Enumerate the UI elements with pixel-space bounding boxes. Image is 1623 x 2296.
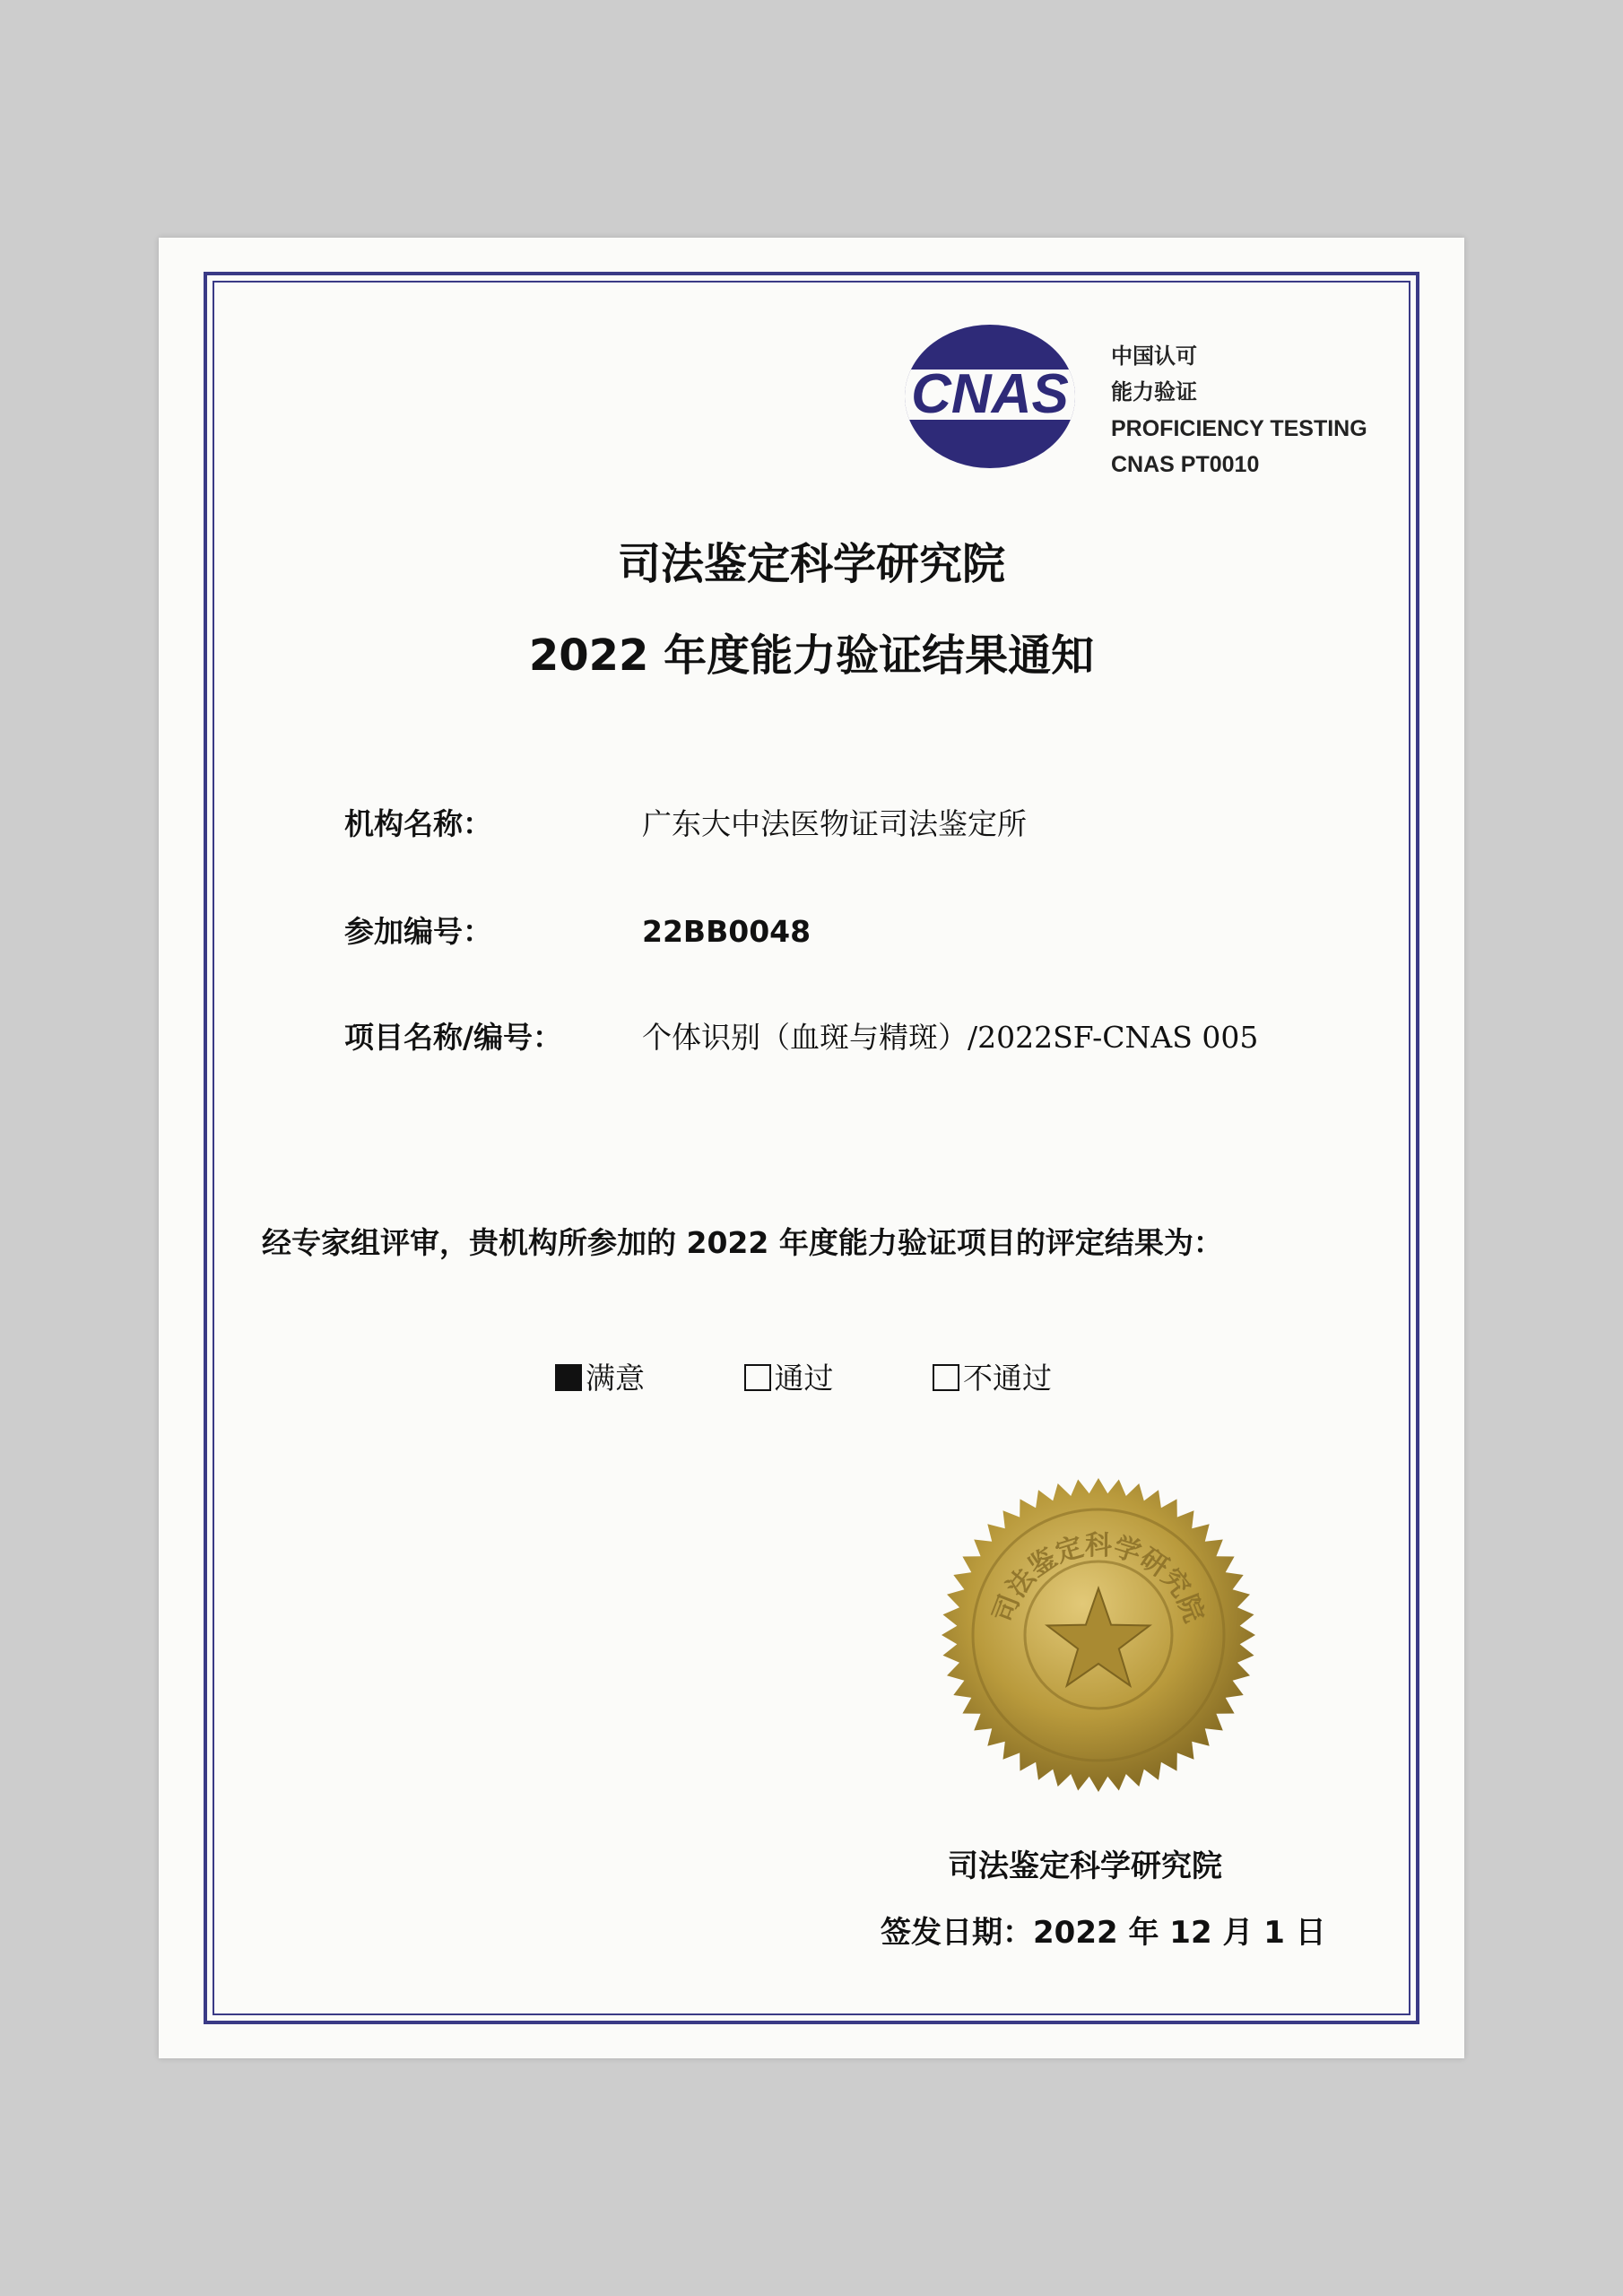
result-option-label: 通过	[774, 1361, 834, 1396]
result-option-label: 不通过	[963, 1361, 1052, 1396]
cnas-caption	[1111, 339, 1367, 483]
result-options	[555, 1355, 1141, 1397]
cnas-logo-text: CNAS	[911, 363, 1069, 425]
project-value: 个体识别（血斑与精斑）/2022SF-CNAS 005	[642, 1020, 1259, 1055]
cnas-caption-en: PROFICIENCY TESTING	[1111, 416, 1367, 441]
seal-text: 司法鉴定科学研究院	[987, 1530, 1210, 1627]
org-value: 广东大中法医物证司法鉴定所	[642, 806, 1027, 841]
field-id	[344, 909, 811, 951]
id-label: 参加编号：	[344, 914, 492, 949]
title-institute: 司法鉴定科学研究院	[617, 539, 1005, 589]
result-option-fail	[933, 1355, 1052, 1397]
evaluation-statement: 经专家组评审，贵机构所参加的 2022 年度能力验证项目的评定结果为：	[262, 1225, 1223, 1260]
cnas-logo-icon	[898, 323, 1082, 471]
project-label: 项目名称/编号：	[344, 1020, 563, 1055]
result-option-label: 满意	[586, 1361, 645, 1396]
checkbox-icon	[744, 1364, 771, 1391]
gold-seal-icon	[937, 1474, 1260, 1796]
result-option-pass	[744, 1355, 834, 1397]
issue-date: 签发日期：2022 年 12 月 1 日	[881, 1915, 1326, 1951]
checkbox-icon	[933, 1364, 959, 1391]
title-notice: 2022 年度能力验证结果通知	[528, 631, 1095, 681]
org-label: 机构名称：	[344, 806, 492, 841]
cnas-caption-cn2: 能力验证	[1111, 380, 1197, 404]
id-value: 22BB0048	[642, 914, 812, 949]
checkbox-icon	[555, 1364, 582, 1391]
certificate-page	[159, 238, 1464, 2058]
issuer-name: 司法鉴定科学研究院	[948, 1848, 1222, 1884]
field-org	[344, 801, 1027, 843]
field-project	[344, 1014, 1258, 1057]
cnas-caption-cn1: 中国认可	[1111, 344, 1197, 369]
result-option-satisfactory	[555, 1355, 645, 1397]
cnas-caption-code: CNAS PT0010	[1111, 452, 1260, 477]
